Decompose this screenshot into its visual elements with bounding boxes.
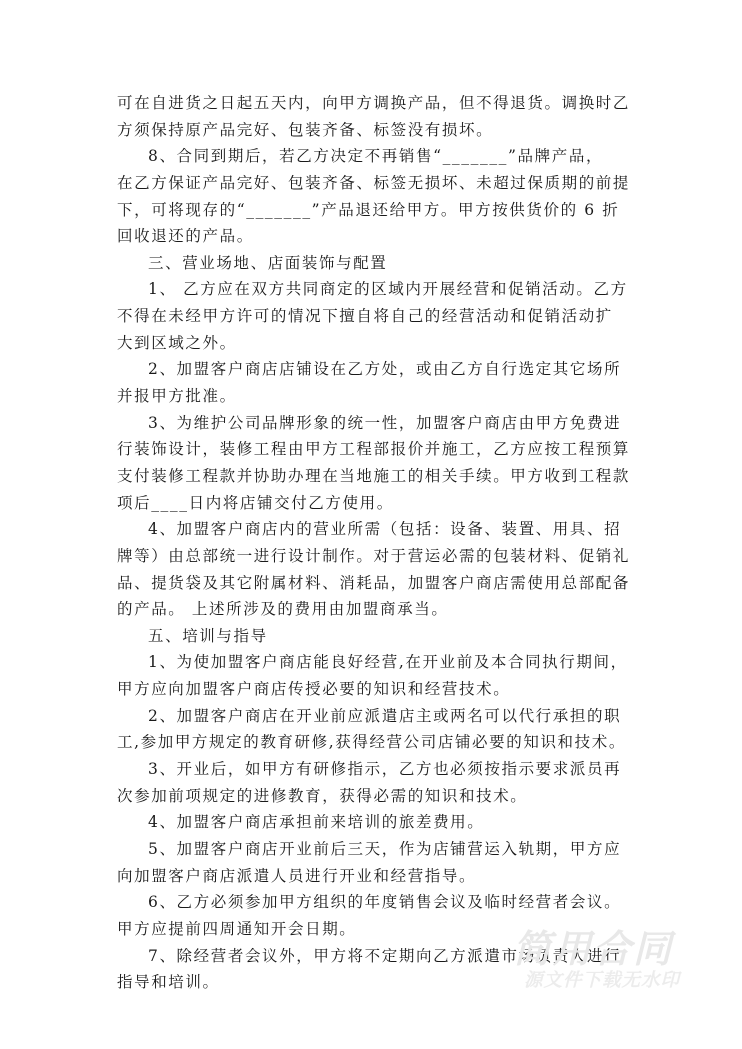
document-line: 8、合同到期后，若乙方决定不再销售“_______”品牌产品，: [148, 147, 604, 166]
document-line: 指导和培训。: [117, 973, 220, 992]
document-line: 甲方应提前四周通知开会日期。: [117, 919, 357, 938]
document-line: 甲方应向加盟客户商店传授必要的知识和经营技术。: [117, 680, 511, 699]
document-line: 3、为维护公司品牌形象的统一性，加盟客户商店由甲方免费进: [148, 413, 622, 432]
document-line: 次参加前项规定的进修教育，获得必需的知识和技术。: [117, 786, 528, 805]
document-line: 7、除经营者会议外，甲方将不定期向乙方派遣市场负责人进行: [148, 946, 622, 965]
document-line: 2、加盟客户商店在开业前应派遣店主或两名可以代行承担的职: [148, 706, 622, 725]
document-line: 大到区域之外。: [117, 333, 237, 352]
watermark-title: 简用合同: [513, 927, 674, 971]
document-line: 不得在未经甲方许可的情况下擅自将自己的经营活动和促销活动扩: [117, 307, 613, 326]
document-line: 工,参加甲方规定的教育研修,获得经营公司店铺必要的知识和技术。: [117, 733, 626, 752]
watermark-subtitle: 源文件下载无水印: [524, 970, 681, 991]
document-line: 牌等）由总部统一进行设计制作。对于营运必需的包装材料、促销礼: [117, 546, 631, 565]
document-body: [117, 90, 637, 996]
document-line: 回收退还的产品。: [117, 227, 254, 246]
document-line: 下，可将现存的“_______”产品退还给甲方。甲方按供货价的 6 折: [117, 200, 620, 219]
document-line: 6、乙方必须参加甲方组织的年度销售会议及临时经营者会议。: [148, 893, 622, 912]
document-line: 行装饰设计，装修工程由甲方工程部报价并施工，乙方应按工程预算: [117, 440, 631, 459]
document-line: 4、加盟客户商店内的营业所需（包括：设备、装置、用具、招: [148, 520, 622, 539]
document-line: 向加盟客户商店派遣人员进行开业和经营指导。: [117, 866, 477, 885]
document-line: 三、营业场地、店面装饰与配置: [148, 253, 388, 272]
document-line: 的产品。 上述所涉及的费用由加盟商承当。: [117, 600, 449, 619]
document-line: 3、开业后，如甲方有研修指示，乙方也必须按指示要求派员再: [148, 760, 622, 779]
document-line: 2、加盟客户商店店铺设在乙方处，或由乙方自行选定其它场所: [148, 360, 622, 379]
document-line: 1、为使加盟客户商店能良好经营,在开业前及本合同执行期间，: [148, 653, 628, 672]
document-line: 1、 乙方应在双方共同商定的区域内开展经营和促销活动。乙方: [148, 280, 628, 299]
document-line: 方须保持原产品完好、包装齐备、标签没有损坏。: [117, 120, 494, 139]
document-line: 5、加盟客户商店开业前后三天，作为店铺营运入轨期，甲方应: [148, 839, 622, 858]
document-line: 五、培训与指导: [148, 626, 268, 645]
document-line: 支付装修工程款并协助办理在当地施工的相关手续。甲方收到工程款: [117, 466, 631, 485]
document-line: 并报甲方批准。: [117, 387, 237, 406]
document-line: 品、提货袋及其它附属材料、消耗品，加盟客户商店需使用总部配备: [117, 573, 631, 592]
document-line: 4、加盟客户商店承担前来培训的旅差费用。: [148, 813, 485, 832]
document-line: 项后____日内将店铺交付乙方使用。: [117, 493, 394, 512]
document-line: 在乙方保证产品完好、包装齐备、标签无损坏、未超过保质期的前提: [117, 173, 631, 192]
document-line: 可在自进货之日起五天内，向甲方调换产品，但不得退货。调换时乙: [117, 94, 631, 112]
